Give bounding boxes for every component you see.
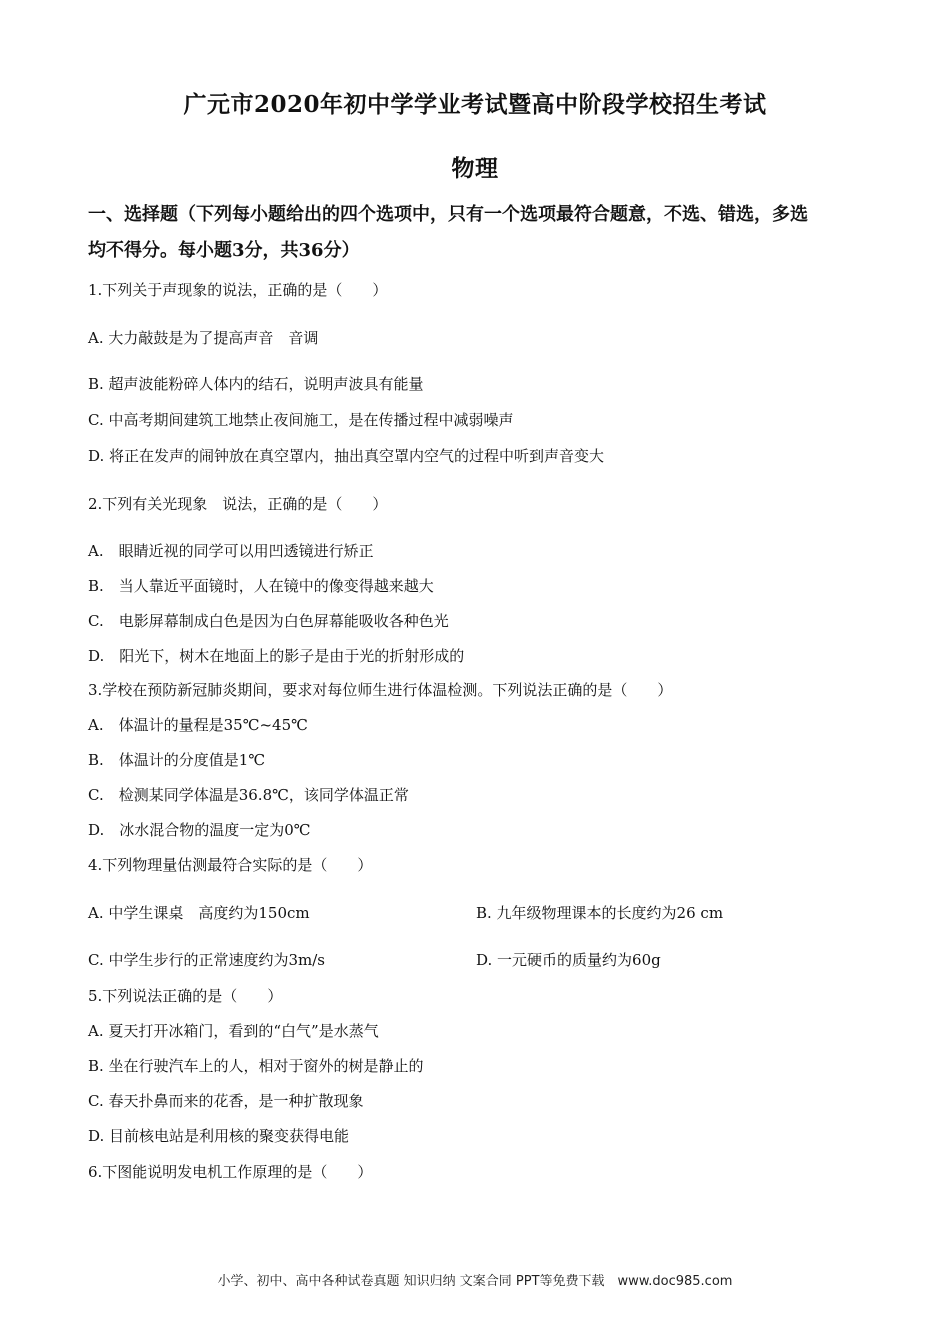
question-3-stem: 3.学校在预防新冠肺炎期间，要求对每位师生进行体温检测。下列说法正确的是（ ）	[88, 681, 673, 699]
section-heading-line1: 一、选择题（下列每小题给出的四个选项中，只有一个选项最符合题意，不选、错选，多选	[88, 204, 808, 225]
footer-text: 小学、初中、高中各种试卷真题 知识归纳 文案合同 PPT等免费下载 www.doc985.com	[217, 1274, 733, 1289]
question-4-stem: 4.下列物理量估测最符合实际的是（ ）	[88, 856, 373, 874]
question-3-option-a: A. 体温计的量程是35℃~45℃	[88, 716, 308, 734]
question-1-stem: 1.下列关于声现象的说法，正确的是（ ）	[88, 281, 388, 299]
question-2-option-a: A. 眼睛近视的同学可以用凹透镜进行矫正	[88, 542, 374, 560]
question-2-option-d: D. 阳光下，树木在地面上的影子是由于光的折射形成的	[88, 647, 465, 665]
question-2-option-c: C. 电影屏幕制成白色是因为白色屏幕能吸收各种色光	[88, 612, 449, 630]
question-5-option-d: D. 目前核电站是利用核的聚变获得电能	[88, 1127, 350, 1145]
subject-title: 物理	[451, 155, 499, 182]
section-heading	[88, 197, 858, 269]
question-6-stem: 6.下图能说明发电机工作原理的是（ ）	[88, 1163, 373, 1181]
question-1-option-a: A. 大力敲鼓是为了提高声音 音调	[88, 329, 319, 347]
question-3-option-c: C. 检测某同学体温是36.8℃，该同学体温正常	[88, 786, 409, 804]
question-1-option-c: C. 中高考期间建筑工地禁止夜间施工，是在传播过程中减弱噪声	[88, 411, 514, 429]
question-4-option-d: D. 一元硬币的质量约为60g	[476, 951, 661, 969]
question-5-stem: 5.下列说法正确的是（ ）	[88, 987, 283, 1005]
question-1-option-b: B. 超声波能粉碎人体内的结石，说明声波具有能量	[88, 375, 424, 393]
question-4-option-a: A. 中学生课桌 高度约为150cm	[88, 904, 310, 922]
exam-title: 广元市2020年初中学学业考试暨高中阶段学校招生考试	[183, 91, 767, 118]
question-3-option-d: D. 冰水混合物的温度一定为0℃	[88, 821, 311, 839]
question-5-option-a: A. 夏天打开冰箱门，看到的“白气”是水蒸气	[88, 1022, 379, 1040]
question-4-option-c: C. 中学生步行的正常速度约为3m/s	[88, 951, 325, 969]
question-2-option-b: B. 当人靠近平面镜时，人在镜中的像变得越来越大	[88, 577, 434, 595]
question-5-option-b: B. 坐在行驶汽车上的人，相对于窗外的树是静止的	[88, 1057, 424, 1075]
section-heading-line2: 均不得分。每小题3分，共36分）	[88, 240, 360, 261]
question-2-stem: 2.下列有关光现象 说法，正确的是（ ）	[88, 495, 388, 513]
question-5-option-c: C. 春天扑鼻而来的花香，是一种扩散现象	[88, 1092, 364, 1110]
question-1-option-d: D. 将正在发声的闹钟放在真空罩内，抽出真空罩内空气的过程中听到声音变大	[88, 447, 605, 465]
question-4-option-b: B. 九年级物理课本的长度约为26 cm	[476, 904, 724, 922]
question-3-option-b: B. 体温计的分度值是1℃	[88, 751, 266, 769]
